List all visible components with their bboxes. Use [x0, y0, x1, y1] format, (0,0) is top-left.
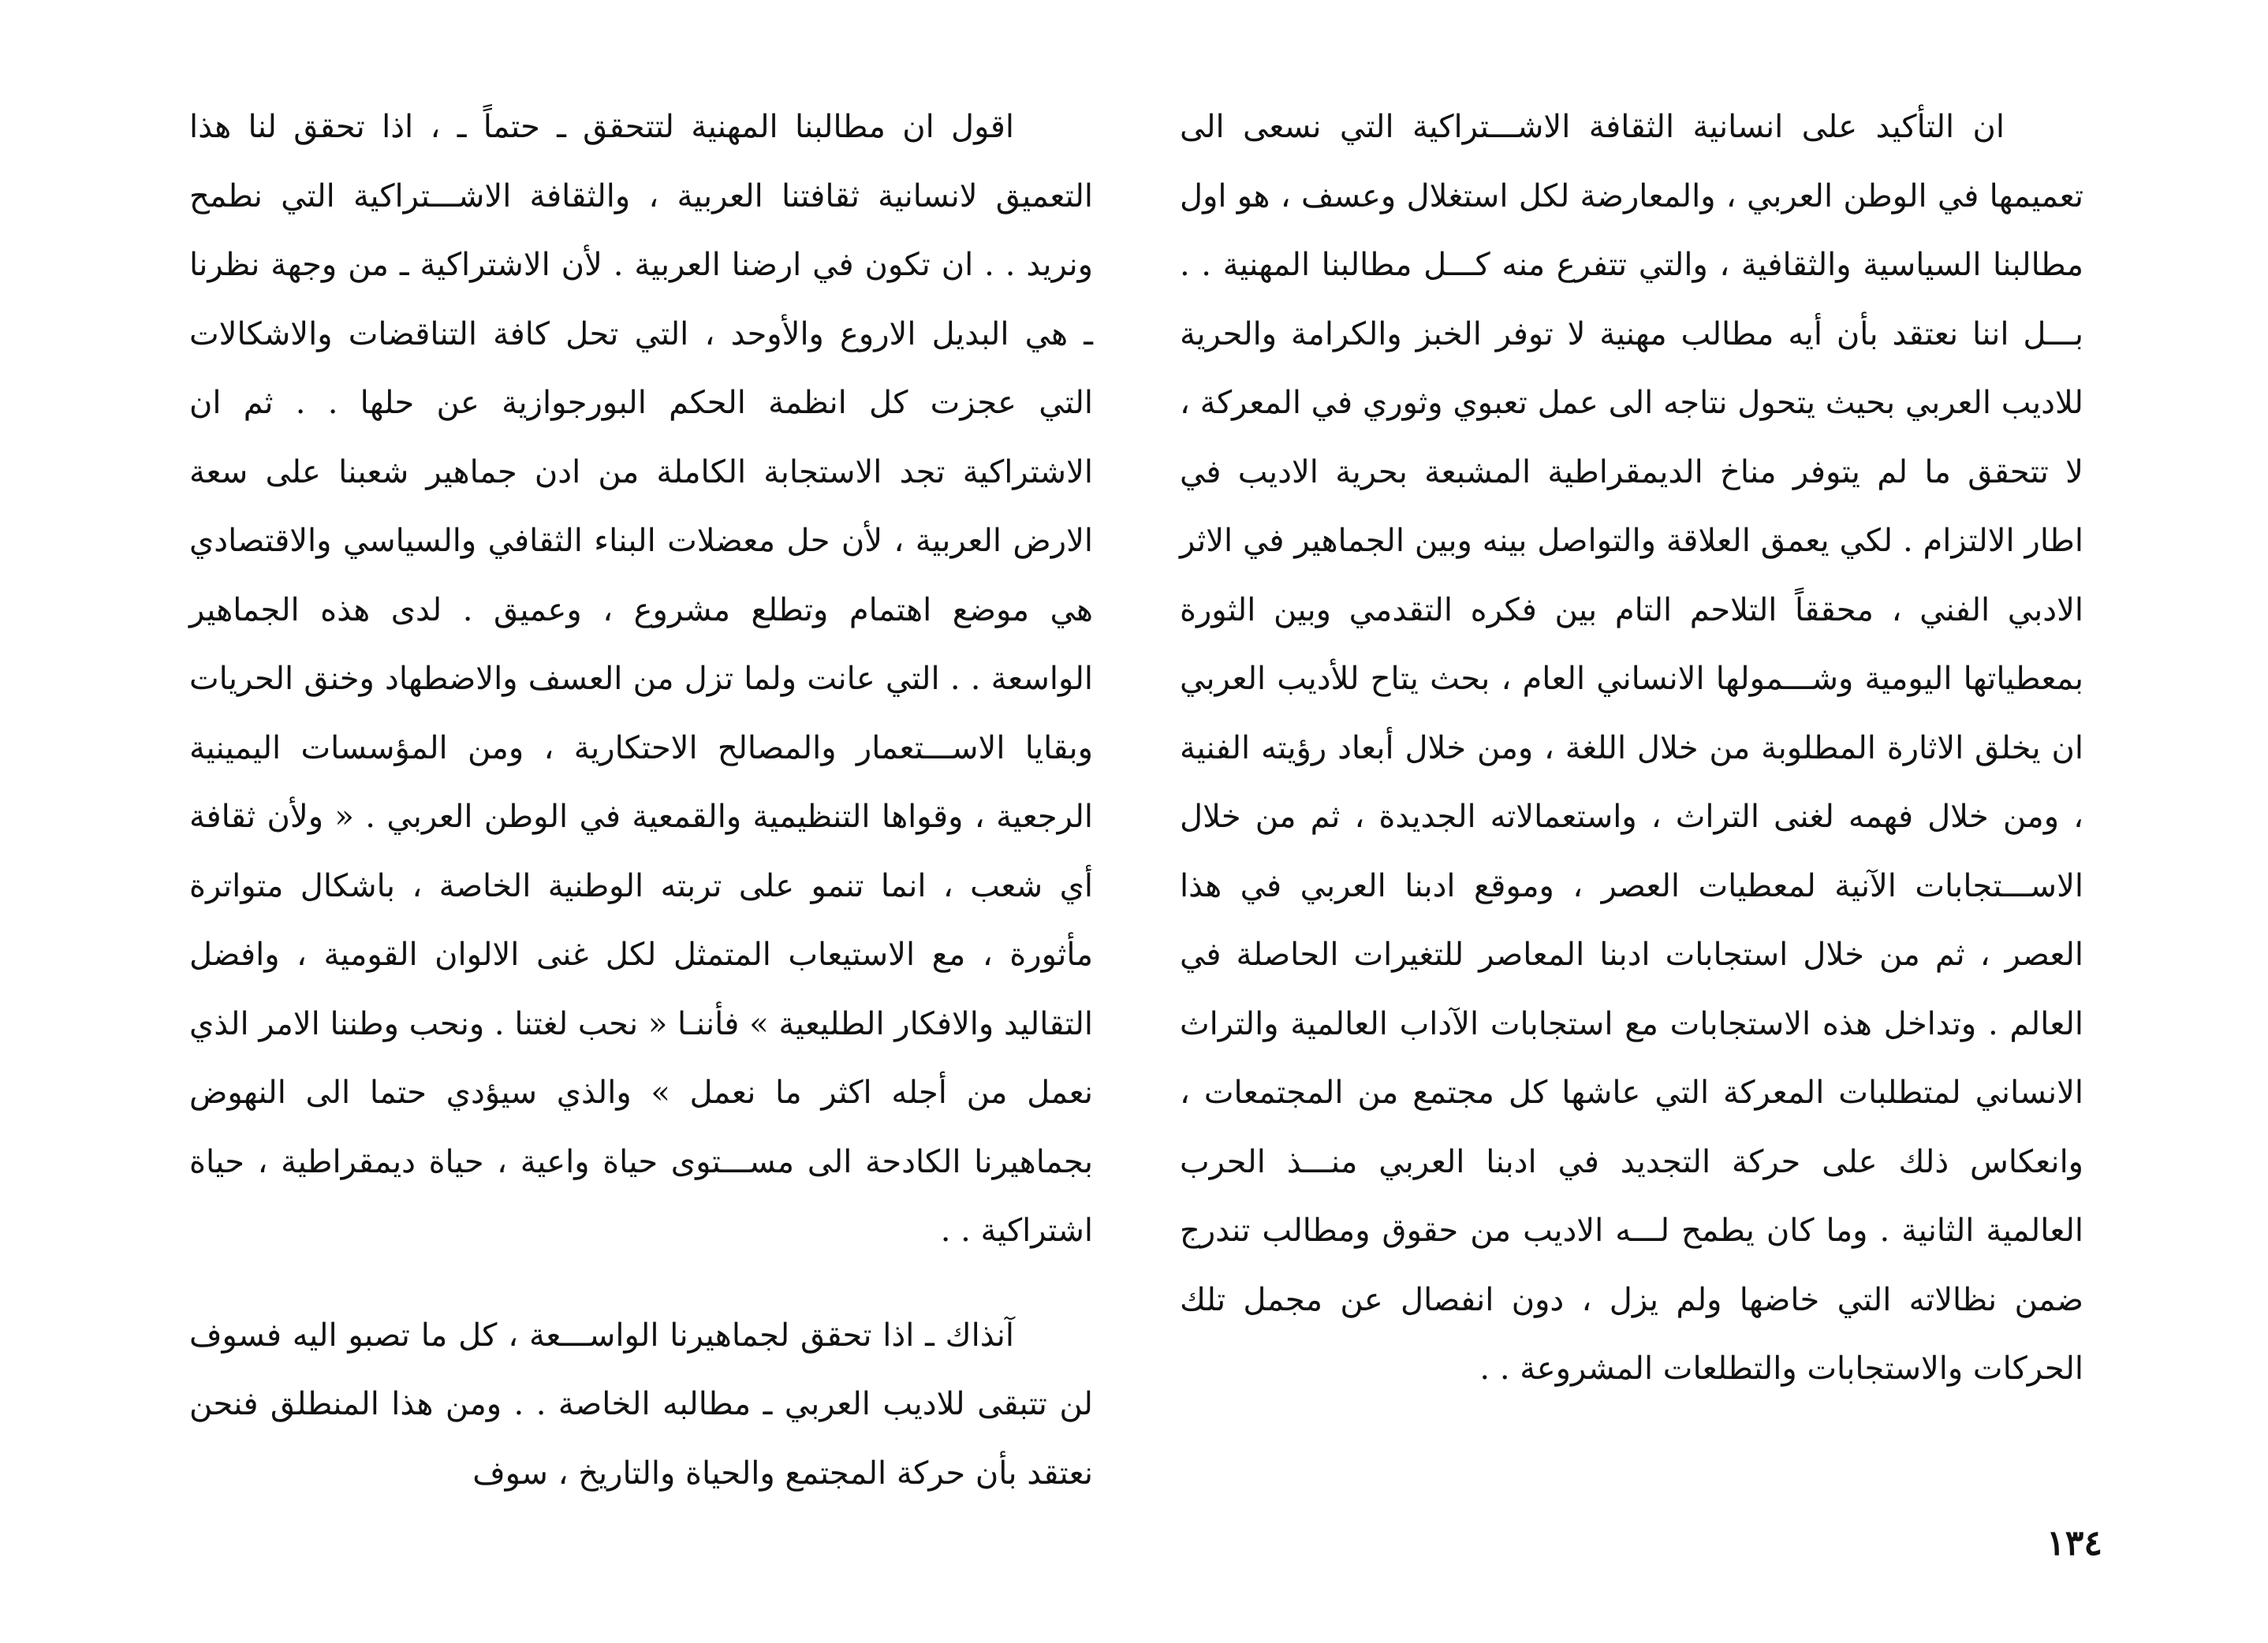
right-text-column: [1180, 93, 2083, 1404]
left-column-paragraph-2: آنذاك ـ اذا تحقق لجماهيرنا الواســـعة ، كل ما تصبو اليه فسوف لن تتبقى للاديب العربي ـ مطالبه الخاصة . . ومن هذا المنطلق فنحن نعتقد بأن حركة المجتمع والحياة والتاريخ ، سوف: [189, 1317, 1093, 1492]
right-column-paragraph-1: ان التأكيد على انسانية الثقافة الاشـــتراكية التي نسعى الى تعميمها في الوطن العربي ، والمعارضة لكل استغلال وعسف ، هو اول مطالبنا السياسية والثقافية ، والتي تتفرع منه كـــل مطالبنا المهنية . . بـــل اننا نعتقد بأن أيه مطالب مهنية لا توفر الخبز والكرامة والحرية للاديب العربي بحيث يتحول نتاجه الى عمل تعبوي وثوري في المعركة ، لا تتحقق ما لم يتوفر مناخ الديمقراطية المشبعة بحرية الاديب في اطار الالتزام . لكي يعمق العلاقة والتواصل بينه وبين الجماهير في الاثر الادبي الفني ، محققاً التلاحم التام بين فكره التقدمي وبين الثورة بمعطياتها اليومية وشـــمولها الانساني العام ، بحث يتاح للأديب العربي ان يخلق الاثارة المطلوبة من خلال اللغة ، ومن خلال أبعاد رؤيته الفنية ، ومن خلال فهمه لغنى التراث ، واستعمالاته الجديدة ، ثم من خلال الاســـتجابات الآنية لمعطيات العصر ، وموقع ادبنا العربي في هذا العصر ، ثم من خلال استجابات ادبنا المعاصر للتغيرات الحاصلة في العالم . وتداخل هذه الاستجابات مع استجابات الآداب العالمية والتراث الانساني لمتطلبات المعركة التي عاشها كل مجتمع من المجتمعات ، وانعكاس ذلك على حركة التجديد في ادبنا العربي منـــذ الحرب العالمية الثانية . وما كان يطمح لـــه الاديب من حقوق ومطالب تندرج ضمن نظالاته التي خاضها ولم يزل ، دون انفصال عن مجمل تلك الحركات والاستجابات والتطلعات المشروعة . .: [1180, 109, 2083, 1387]
page-number: ١٣٤: [2046, 1523, 2102, 1563]
left-text-column: [189, 93, 1093, 1508]
left-column-paragraph-1: اقول ان مطالبنا المهنية لتتحقق ـ حتماً ـ ، اذا تحقق لنا هذا التعميق لانسانية ثقافتنا العربية ، والثقافة الاشـــتراكية التي نطمح ونريد . . ان تكون في ارضنا العربية . لأن الاشتراكية ـ من وجهة نظرنا ـ هي البديل الاروع والأوحد ، التي تحل كافة التناقضات والاشكالات التي عجزت كل انظمة الحكم البورجوازية عن حلها . . ثم ان الاشتراكية تجد الاستجابة الكاملة من ادن جماهير شعبنا على سعة الارض العربية ، لأن حل معضلات البناء الثقافي والسياسي والاقتصادي هي موضع اهتمام وتطلع مشروع ، وعميق . لدى هذه الجماهير الواسعة . . التي عانت ولما تزل من العسف والاضطهاد وخنق الحريات وبقايا الاســـتعمار والمصالح الاحتكارية ، ومن المؤسسات اليمينية الرجعية ، وقواها التنظيمية والقمعية في الوطن العربي . « ولأن ثقافة أي شعب ، انما تنمو على تربته الوطنية الخاصة ، باشكال متواترة مأثورة ، مع الاستيعاب المتمثل لكل غنى الالوان القومية ، وافضل التقاليد والافكار الطليعية » فأننـا « نحب لغتنا . ونحب وطننا الامر الذي نعمل من أجله اكثر ما نعمل » والذي سيؤدي حتما الى النهوض بجماهيرنا الكادحة الى مســـتوى حياة واعية ، حياة ديمقراطية ، حياة اشتراكية . .: [189, 109, 1093, 1249]
